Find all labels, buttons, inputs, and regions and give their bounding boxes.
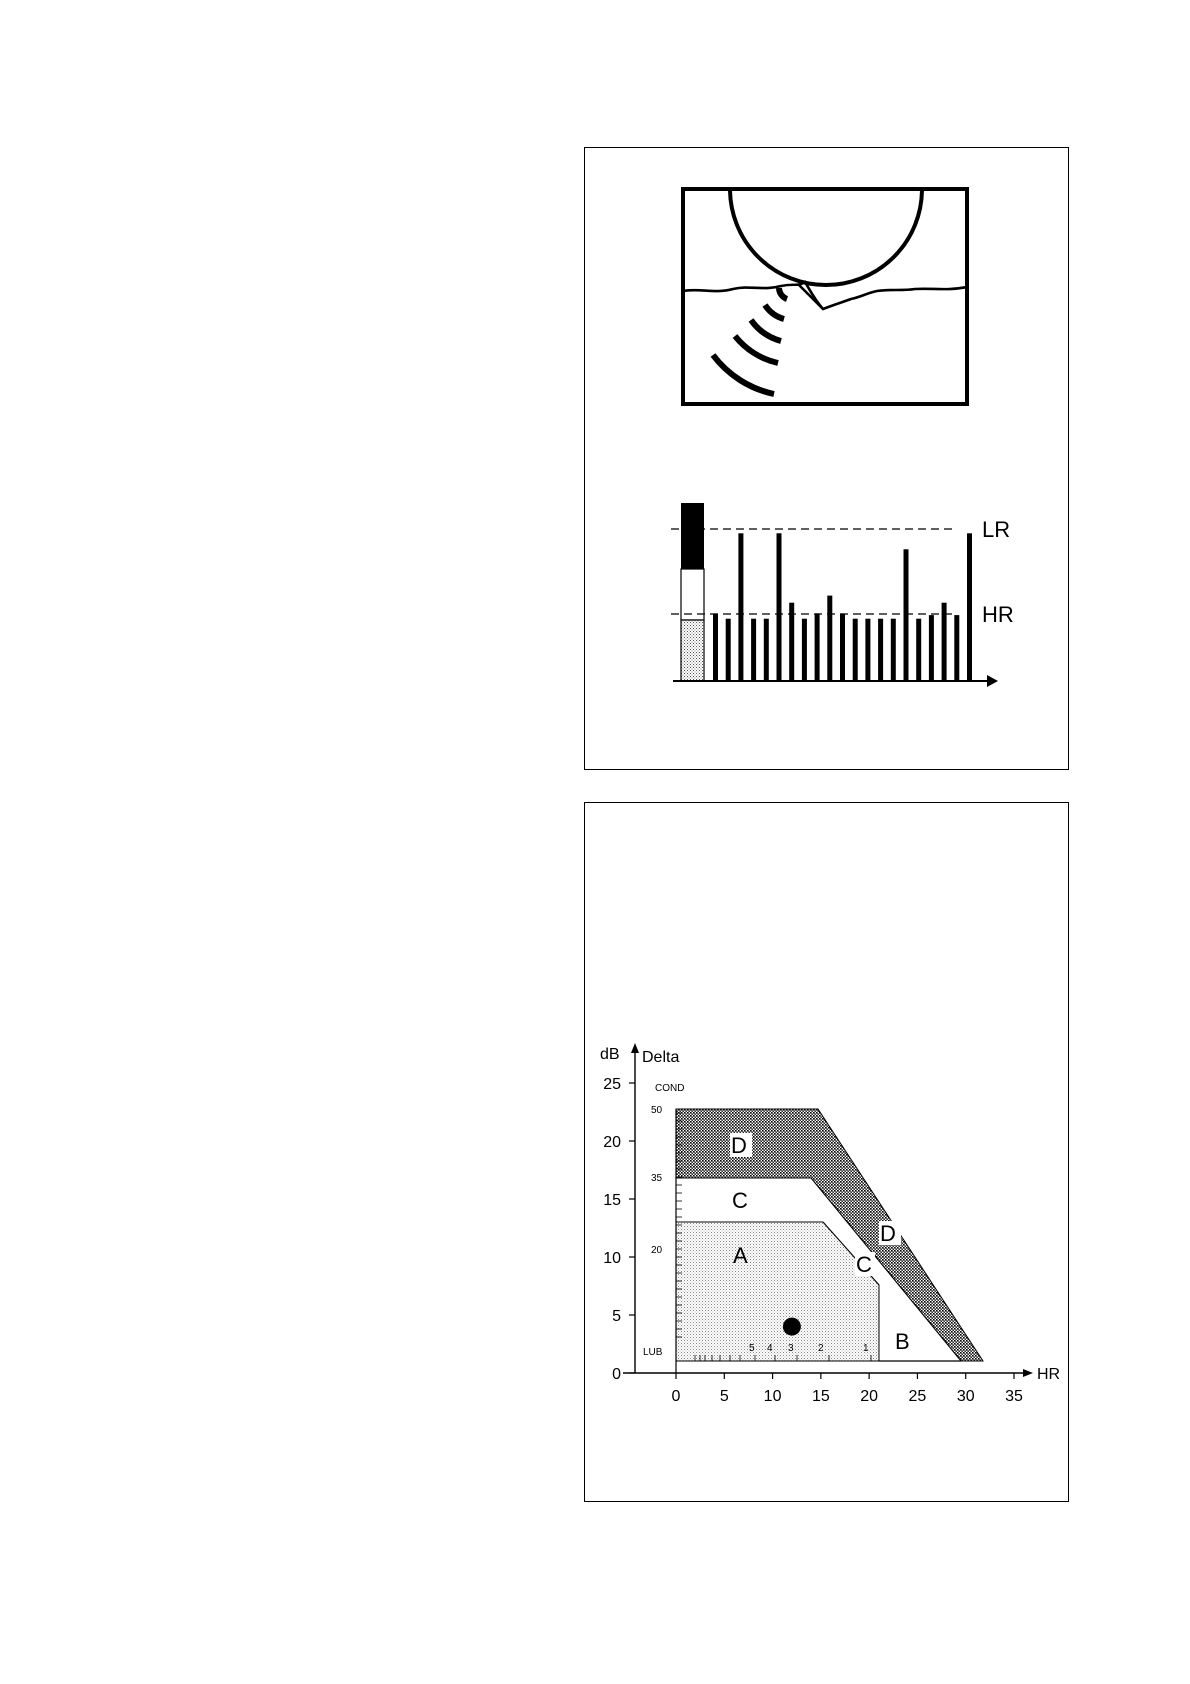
measurement-bar	[764, 619, 769, 681]
y-axis-unit: dB	[600, 1046, 620, 1063]
cond-tick-35: 35	[651, 1173, 663, 1184]
measurement-bar	[954, 615, 959, 681]
y-tick-label: 25	[603, 1076, 621, 1093]
y-tick-label: 20	[603, 1134, 621, 1151]
condition-diagram-svg	[585, 803, 1070, 1503]
y-tick-label: 0	[612, 1366, 621, 1383]
zone-label-a: A	[733, 1243, 748, 1268]
x-tick-labels	[672, 1373, 1023, 1405]
reference-bar-white	[681, 569, 704, 620]
y-axis-title: Delta	[642, 1049, 680, 1066]
lub-tick-3: 3	[788, 1343, 794, 1354]
zone-label-c-upper: C	[732, 1188, 748, 1213]
x-tick-label: 25	[908, 1388, 927, 1405]
bottom-figure-panel	[584, 802, 1069, 1502]
reference-bar-black	[681, 503, 704, 569]
x-tick-label: 5	[719, 1388, 729, 1405]
measurement-point	[783, 1318, 801, 1336]
x-tick-label: 20	[860, 1388, 879, 1405]
measurement-bar	[853, 619, 858, 681]
y-tick-label: 15	[603, 1192, 621, 1209]
y-tick-labels	[603, 1076, 635, 1383]
x-tick-label: 0	[671, 1388, 681, 1405]
zone-label-d-upper: D	[731, 1133, 747, 1158]
measurement-bar	[726, 619, 731, 681]
measurement-bar	[929, 615, 934, 681]
hr-label: HR	[982, 602, 1014, 627]
y-tick-label: 10	[603, 1250, 621, 1267]
lub-tick-4: 4	[767, 1343, 773, 1354]
measurement-bar	[865, 619, 870, 681]
zone-label-b: B	[895, 1329, 910, 1354]
measurement-bar	[827, 596, 832, 681]
lub-label: LUB	[643, 1347, 663, 1358]
x-axis-arrow-icon	[1023, 1369, 1033, 1377]
measurement-bar	[815, 613, 820, 681]
measurement-bar	[904, 549, 909, 681]
time-axis-arrow-icon	[987, 675, 998, 687]
measurement-bar	[878, 619, 883, 681]
lr-label: LR	[982, 517, 1011, 542]
lub-tick-2: 2	[818, 1343, 824, 1354]
x-tick-label: 30	[956, 1388, 975, 1405]
cond-tick-20: 20	[651, 1245, 663, 1256]
y-tick-label: 5	[612, 1308, 621, 1325]
zone-label-c-right: C	[856, 1252, 872, 1277]
y-axis-arrow-icon	[631, 1043, 639, 1053]
cond-label: COND	[655, 1083, 685, 1094]
condition-zones	[676, 1109, 983, 1361]
measurement-bar	[840, 613, 845, 681]
x-tick-label: 35	[1005, 1388, 1023, 1405]
measurement-bar	[916, 619, 921, 681]
level-bar-graph	[671, 503, 1014, 687]
cond-tick-50: 50	[651, 1105, 663, 1116]
top-figure-panel	[584, 147, 1069, 770]
zone-label-d-right: D	[880, 1221, 896, 1246]
measurement-bar	[751, 619, 756, 681]
bearing-illustration	[683, 189, 967, 404]
x-tick-label: 15	[811, 1388, 830, 1405]
measurement-bar	[713, 613, 718, 681]
lub-tick-1: 1	[863, 1343, 869, 1354]
lub-tick-5: 5	[749, 1343, 755, 1354]
measurement-bar	[891, 619, 896, 681]
measurement-bar	[802, 619, 807, 681]
x-axis-title: HR	[1037, 1366, 1061, 1383]
top-figure-svg	[585, 148, 1070, 771]
x-tick-label: 10	[763, 1388, 782, 1405]
measurement-bar	[967, 533, 972, 681]
measurement-bars	[713, 533, 972, 681]
measurement-bar	[738, 533, 743, 681]
measurement-bar	[777, 533, 782, 681]
reference-bar-dotted	[681, 620, 704, 681]
